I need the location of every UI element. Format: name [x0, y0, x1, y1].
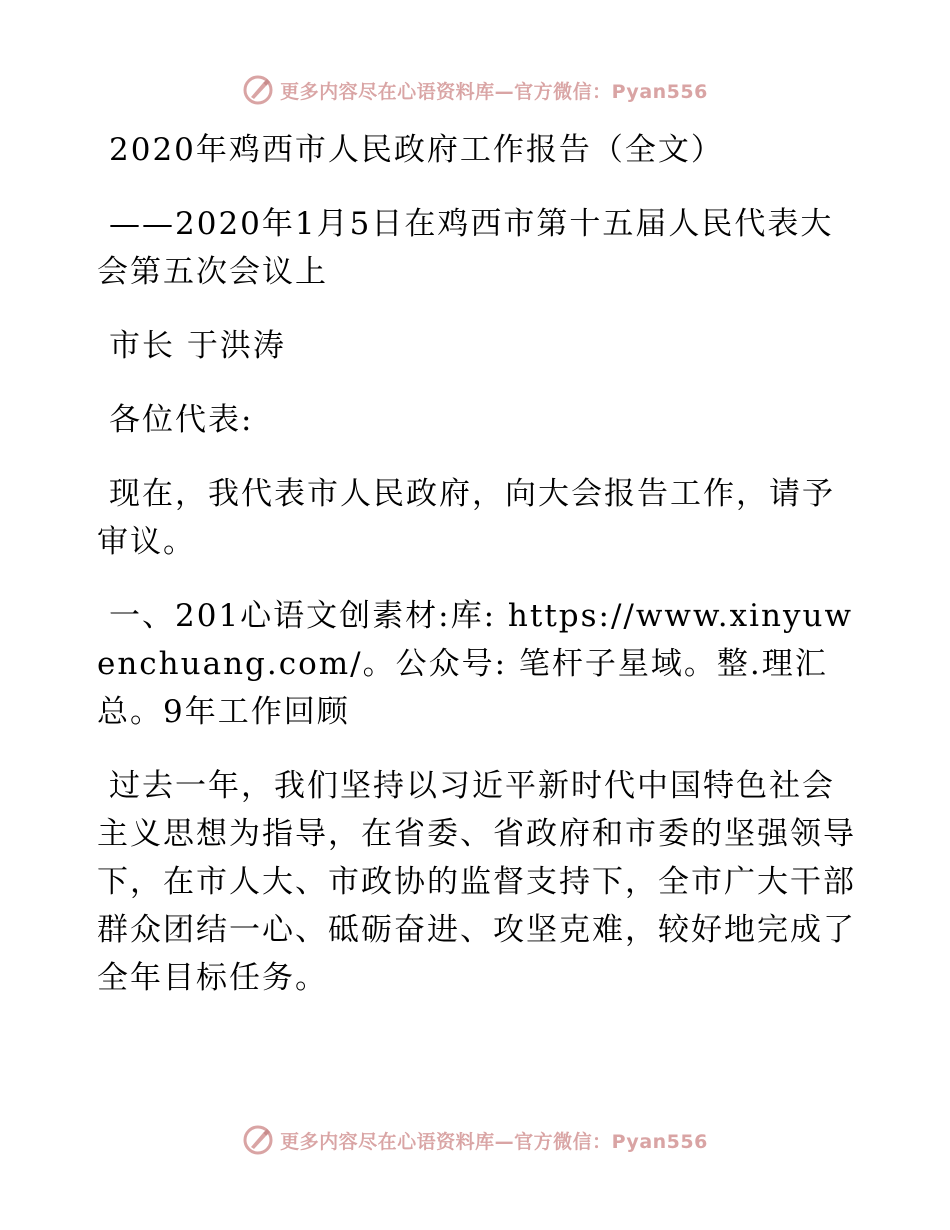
document-title: 2020年鸡西市人民政府工作报告（全文） [109, 132, 724, 168]
watermark-text: 更多内容尽在心语资料库—官方微信：Pyan556 [280, 80, 708, 103]
paragraph: 过去一年，我们坚持以习近平新时代中国特色社会主义思想为指导，在省委、省政府和市委的坚强领导下，在市人大、市政协的监督支持下，全市广大干部群众团结一心、砥砺奋进、攻坚克难，较好地完成了全年目标任务。 [97, 768, 856, 996]
watermark-banner-bottom [0, 1118, 950, 1162]
document-author: 市长 于洪涛 [109, 328, 286, 364]
document-subtitle: ——2020年1月5日在鸡西市第十五届人民代表大会第五次会议上 [97, 206, 834, 290]
pen-circle-logo-icon [242, 74, 274, 106]
pen-circle-logo-icon [242, 1124, 274, 1156]
paragraph: 现在，我代表市人民政府，向大会报告工作，请予审议。 [97, 476, 835, 560]
paragraph: 一、201心语文创素材:库: https://www.xinyuwenchuang.com/。公众号: 笔杆子星域。整.理汇总。9年工作回顾 [97, 598, 854, 730]
document-body [97, 122, 857, 1002]
watermark-banner-top [0, 68, 950, 112]
watermark-text: 更多内容尽在心语资料库—官方微信：Pyan556 [280, 1130, 708, 1153]
document-salutation: 各位代表: [109, 402, 254, 438]
